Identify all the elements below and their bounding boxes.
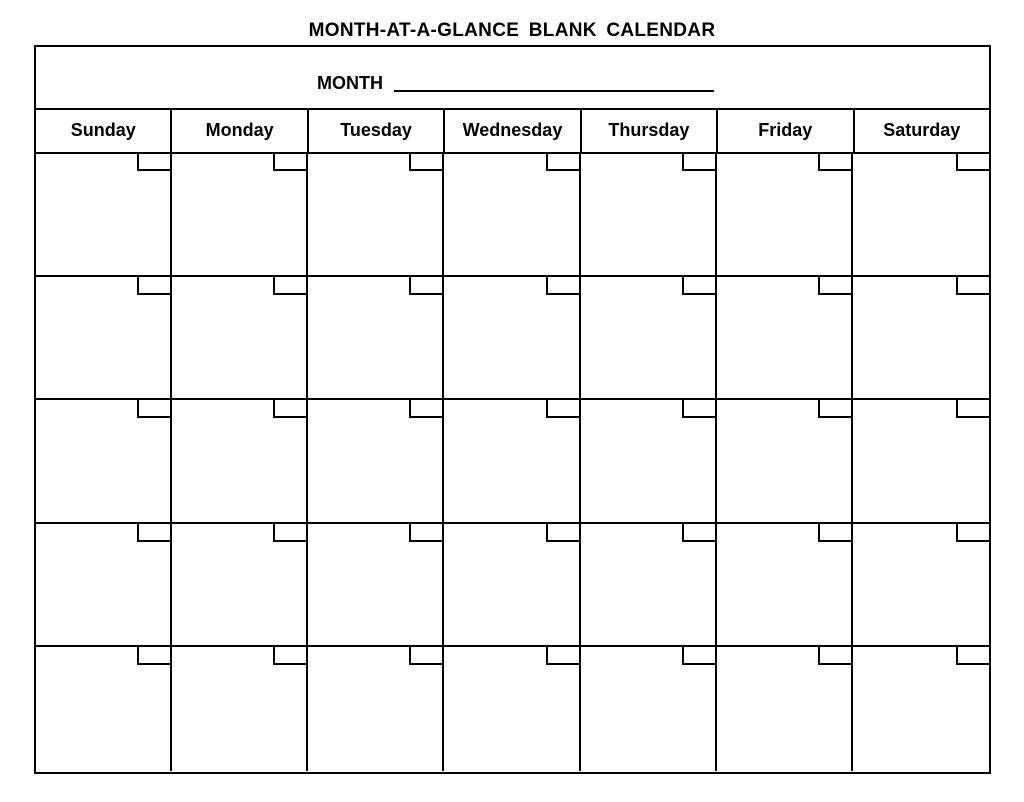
- date-number-box[interactable]: [273, 277, 306, 295]
- day-cell[interactable]: [172, 524, 308, 648]
- date-number-box[interactable]: [546, 277, 579, 295]
- day-cell[interactable]: [853, 524, 989, 648]
- day-header-friday: Friday: [718, 108, 854, 152]
- date-number-box[interactable]: [818, 277, 851, 295]
- date-number-box[interactable]: [682, 277, 715, 295]
- day-header-wednesday: Wednesday: [445, 108, 581, 152]
- day-cell[interactable]: [444, 400, 580, 524]
- date-number-box[interactable]: [273, 153, 306, 171]
- day-cell[interactable]: [308, 400, 444, 524]
- day-cell[interactable]: [36, 400, 172, 524]
- date-number-box[interactable]: [546, 400, 579, 418]
- day-cell[interactable]: [444, 647, 580, 771]
- date-number-box[interactable]: [682, 400, 715, 418]
- date-number-box[interactable]: [682, 647, 715, 665]
- date-number-box[interactable]: [409, 153, 442, 171]
- date-number-box[interactable]: [137, 400, 170, 418]
- day-cell[interactable]: [581, 277, 717, 401]
- day-cell[interactable]: [308, 647, 444, 771]
- month-row: [36, 47, 989, 110]
- date-number-box[interactable]: [956, 647, 989, 665]
- day-cell[interactable]: [172, 153, 308, 277]
- date-number-box[interactable]: [409, 400, 442, 418]
- day-cell[interactable]: [717, 400, 853, 524]
- day-header-tuesday: Tuesday: [309, 108, 445, 152]
- date-number-box[interactable]: [273, 524, 306, 542]
- day-cell[interactable]: [717, 277, 853, 401]
- day-header-saturday: Saturday: [883, 119, 961, 140]
- date-number-box[interactable]: [273, 647, 306, 665]
- date-number-box[interactable]: [409, 277, 442, 295]
- day-cell[interactable]: [36, 277, 172, 401]
- month-blank-line[interactable]: [394, 90, 714, 92]
- day-cell[interactable]: [853, 647, 989, 771]
- day-cell[interactable]: [172, 647, 308, 771]
- date-number-box[interactable]: [546, 524, 579, 542]
- day-cell[interactable]: [717, 647, 853, 771]
- date-number-box[interactable]: [546, 647, 579, 665]
- day-cell[interactable]: [853, 153, 989, 277]
- day-cell[interactable]: [717, 524, 853, 648]
- date-number-box[interactable]: [137, 647, 170, 665]
- date-number-box[interactable]: [137, 277, 170, 295]
- day-cell[interactable]: [717, 153, 853, 277]
- day-cell[interactable]: [308, 153, 444, 277]
- date-number-box[interactable]: [409, 647, 442, 665]
- date-number-box[interactable]: [818, 400, 851, 418]
- day-cell-grid: [36, 153, 989, 771]
- day-cell[interactable]: [444, 153, 580, 277]
- day-cell[interactable]: [36, 524, 172, 648]
- date-number-box[interactable]: [137, 153, 170, 171]
- day-cell[interactable]: [853, 277, 989, 401]
- date-number-box[interactable]: [818, 647, 851, 665]
- date-number-box[interactable]: [818, 153, 851, 171]
- date-number-box[interactable]: [956, 277, 989, 295]
- date-number-box[interactable]: [956, 400, 989, 418]
- day-cell[interactable]: [308, 524, 444, 648]
- day-cell[interactable]: [581, 400, 717, 524]
- day-header-sunday: Sunday: [36, 108, 172, 152]
- day-cell[interactable]: [581, 647, 717, 771]
- calendar-grid: [34, 45, 991, 774]
- day-header-thursday: Thursday: [582, 108, 718, 152]
- page-title: MONTH-AT-A-GLANCE BLANK CALENDAR: [308, 20, 716, 41]
- date-number-box[interactable]: [682, 153, 715, 171]
- day-cell[interactable]: [581, 153, 717, 277]
- date-number-box[interactable]: [409, 524, 442, 542]
- day-header-monday: Monday: [172, 108, 308, 152]
- day-cell[interactable]: [172, 400, 308, 524]
- day-cell[interactable]: [853, 400, 989, 524]
- date-number-box[interactable]: [818, 524, 851, 542]
- weekday-header-row: [36, 108, 989, 154]
- day-cell[interactable]: [36, 647, 172, 771]
- date-number-box[interactable]: [273, 400, 306, 418]
- day-cell[interactable]: [444, 524, 580, 648]
- day-cell[interactable]: [581, 524, 717, 648]
- date-number-box[interactable]: [956, 524, 989, 542]
- day-cell[interactable]: [172, 277, 308, 401]
- month-label: MONTH: [317, 73, 383, 93]
- day-cell[interactable]: [444, 277, 580, 401]
- day-cell[interactable]: [308, 277, 444, 401]
- date-number-box[interactable]: [682, 524, 715, 542]
- date-number-box[interactable]: [137, 524, 170, 542]
- date-number-box[interactable]: [956, 153, 989, 171]
- date-number-box[interactable]: [546, 153, 579, 171]
- day-cell[interactable]: [36, 153, 172, 277]
